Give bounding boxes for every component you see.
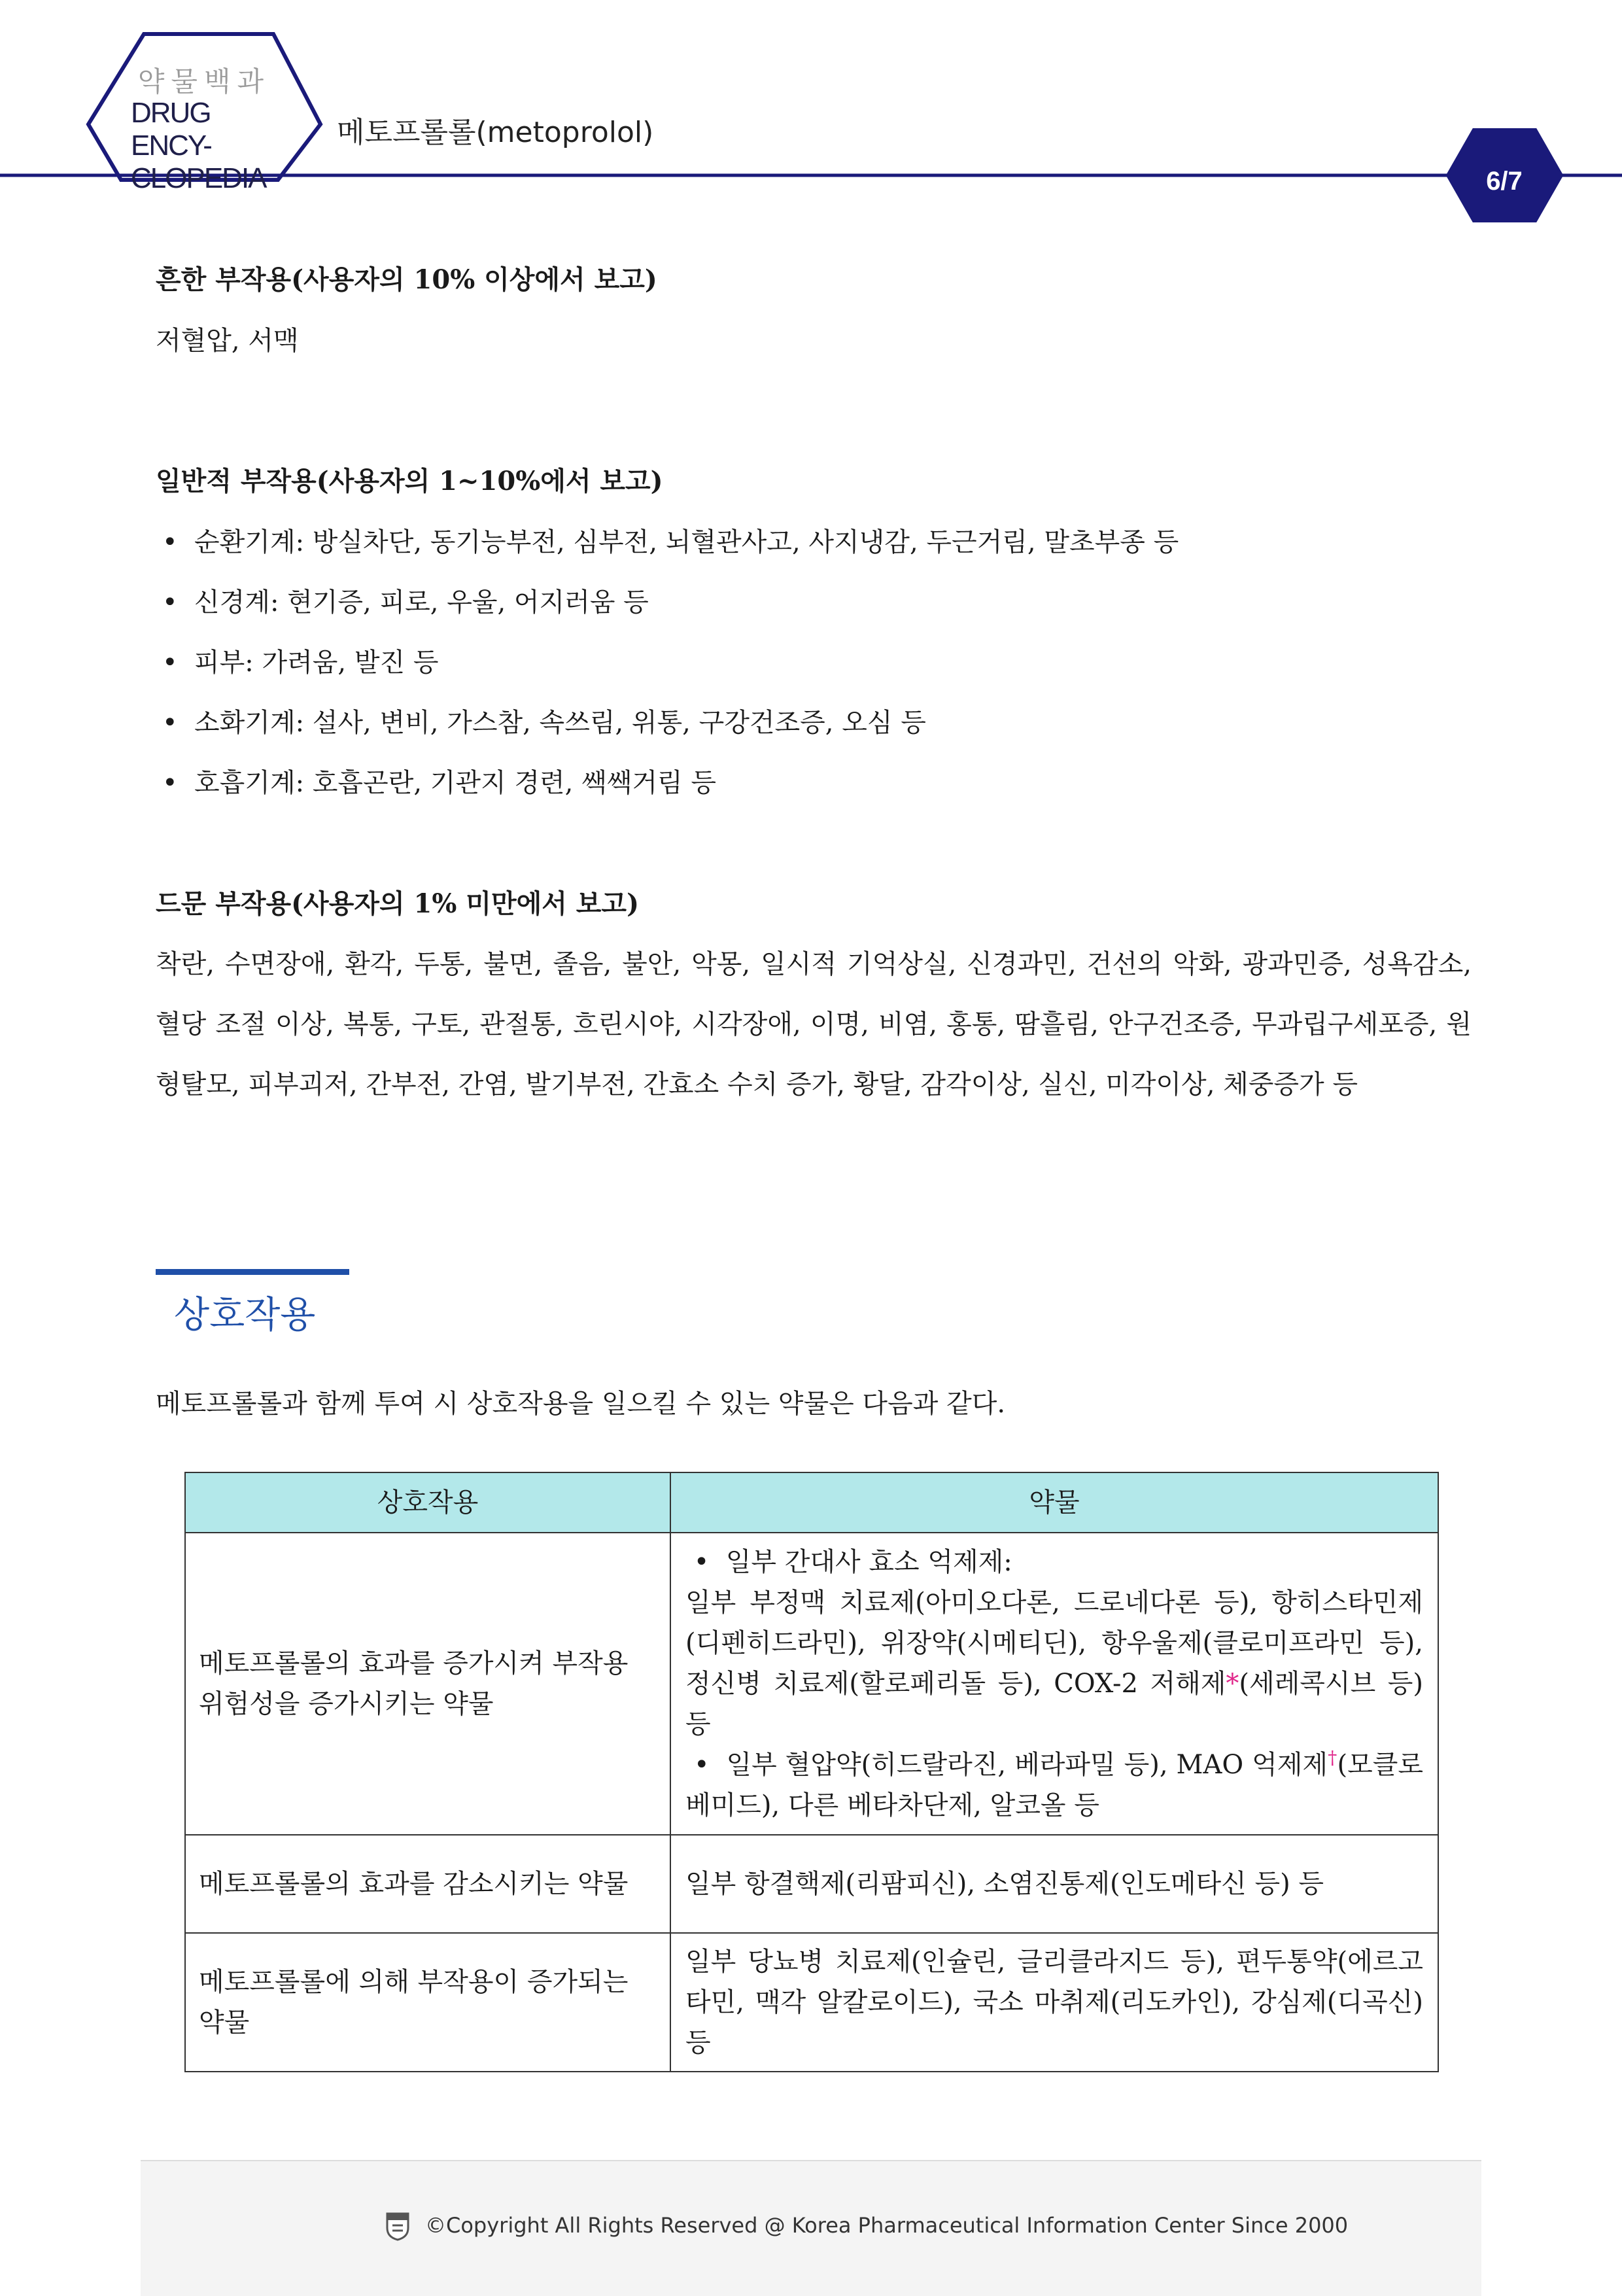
drug-bullet-text: (모클로베미드), 다른 베타차단제, 알코올 등: [685, 1750, 1423, 1820]
table-row: [185, 1933, 1438, 2072]
logo-english: [131, 97, 288, 195]
footer-copyright: ©Copyright All Rights Reserved @ Korea Pharmaceutical Information Center Since 2000: [425, 2213, 1349, 2238]
list-item: • 신경계: 현기증, 피로, 우울, 어지러움 등: [162, 587, 649, 617]
list-item-text: 소화기계: 설사, 변비, 가스참, 속쓰림, 위통, 구강건조증, 오심 등: [194, 708, 926, 738]
document-title: 메토프롤롤(metoprolol): [337, 116, 654, 149]
drug-bullet-text: (세레콕시브 등) 등: [685, 1669, 1423, 1739]
rare-side-effects-text: 착란, 수면장애, 환각, 두통, 불면, 졸음, 불안, 악몽, 일시적 기억상실, 신경과민, 건선의 악화, 광과민증, 성욕감소, 혈당 조절 이상, 복통, 구토, 관절통, 흐린시야, 시각장애, 이명, 비염, 홍통, 땀흘림, 안구건조증, 무과립구세포증, 원형탈모, 피부괴저, 간부전, 간염, 발기부전, 간효소 수치 증가, 황달, 감각이상, 실신, 미각이상, 체중증가 등: [156, 949, 1472, 1100]
drug-bullet-title: 일부 간대사 효소 억제제:: [725, 1547, 1012, 1577]
drug-cell: [670, 1533, 1438, 1835]
list-item-text: 호흡기계: 호흡곤란, 기관지 경련, 쌕쌕거림 등: [194, 768, 717, 798]
drug-bullet-2: • 일부 혈압약(히드랄라진, 베라파밀 등), MAO 억제제†(모클로베미드), 다른 베타차단제, 알코올 등: [685, 1747, 1423, 1820]
section-accent-bar: [156, 1269, 349, 1275]
table-header-interaction: 상호작용: [185, 1472, 670, 1533]
table-header-drug: 약물: [670, 1472, 1438, 1533]
page-indicator: 6/7: [1486, 167, 1523, 196]
drug-cell: 일부 당뇨병 치료제(인슐린, 글리클라지드 등), 편두통약(에르고타민, 맥각 알칼로이드), 국소 마취제(리도카인), 강심제(디곡신) 등: [670, 1933, 1438, 2072]
table-row: [185, 1835, 1438, 1933]
footnote-star-mark: *: [1226, 1669, 1239, 1699]
interactions-table: [184, 1472, 1439, 2072]
list-item: • 소화기계: 설사, 변비, 가스참, 속쓰림, 위통, 구강건조증, 오심 등: [162, 708, 926, 738]
list-item: • 피부: 가려움, 발진 등: [162, 648, 439, 678]
drug-cell: 일부 항결핵제(리팜피신), 소염진통제(인도메타신 등) 등: [670, 1835, 1438, 1933]
list-item: • 순환기계: 방실차단, 동기능부전, 심부전, 뇌혈관사고, 사지냉감, 두근거림, 말초부종 등: [162, 527, 1179, 557]
interaction-type-cell: 메토프롤롤의 효과를 증가시켜 부작용 위험성을 증가시키는 약물: [185, 1533, 670, 1835]
logo-korean: 약물백과: [137, 65, 271, 97]
interactions-section-title: 상호작용: [174, 1294, 316, 1336]
list-item: • 호흡기계: 호흡곤란, 기관지 경련, 쌕쌕거림 등: [162, 768, 717, 798]
rare-side-effects-heading: 드문 부작용(사용자의 1% 미만에서 보고): [156, 888, 639, 919]
footnote-dagger-mark: †: [1328, 1747, 1337, 1769]
general-side-effects-heading: 일반적 부작용(사용자의 1~10%에서 보고): [156, 466, 663, 496]
table-row: [185, 1533, 1438, 1835]
drug-bullet-1-detail: [685, 1582, 1423, 1745]
logo-english-line1: DRUG ENCY-: [131, 97, 211, 162]
list-item-text: 신경계: 현기증, 피로, 우울, 어지러움 등: [194, 587, 649, 617]
drug-bullet-1: • 일부 간대사 효소 억제제:: [685, 1547, 1012, 1577]
interactions-intro: 메토프롤롤과 함께 투여 시 상호작용을 일으킬 수 있는 약물은 다음과 같다.: [156, 1389, 1006, 1419]
list-item-text: 순환기계: 방실차단, 동기능부전, 심부전, 뇌혈관사고, 사지냉감, 두근거림, 말초부종 등: [194, 527, 1179, 557]
list-item-text: 피부: 가려움, 발진 등: [194, 648, 439, 678]
logo-english-line2: CLOPEDIA: [131, 162, 266, 194]
common-side-effects-heading: 흔한 부작용(사용자의 10% 이상에서 보고): [156, 264, 657, 295]
shield-logo-icon: [385, 2211, 411, 2241]
interaction-type-cell: 메토프롤롤의 효과를 감소시키는 약물: [185, 1835, 670, 1933]
common-side-effects-text: 저혈압, 서맥: [156, 326, 299, 356]
drug-bullet-text: 일부 부정맥 치료제(아미오다론, 드로네다론 등), 항히스타민제(디펜히드라민), 위장약(시메티딘), 항우울제(클로미프라민 등), 정신병 치료제(할로페리돌 등), COX-2 저해제: [685, 1588, 1423, 1699]
table-header-row: [185, 1472, 1438, 1533]
interaction-type-cell: 메토프롤롤에 의해 부작용이 증가되는 약물: [185, 1933, 670, 2072]
drug-bullet-text: 일부 혈압약(히드랄라진, 베라파밀 등), MAO 억제제: [726, 1750, 1328, 1780]
